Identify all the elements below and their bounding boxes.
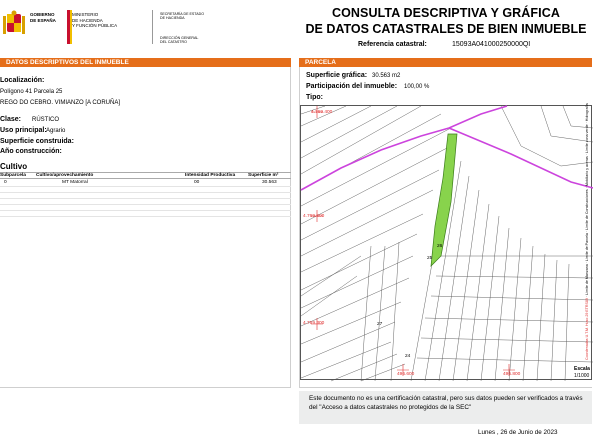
map-drawing <box>301 103 593 381</box>
coord-label-x2: 496.800 <box>503 372 521 377</box>
participacion-value: 100,00 % <box>404 84 430 90</box>
cell-intensidad: 00 <box>194 180 200 185</box>
document-title-line2: DE DATOS CATASTRALES DE BIEN INMUEBLE <box>305 22 587 36</box>
direccion-text: DIRECCIÓN GENERAL DEL CATASTRO <box>160 36 199 45</box>
clase-value: RÚSTICO <box>32 117 59 123</box>
coord-label-mid: 4.769.600 <box>303 214 325 219</box>
cell-cultivo: MT Matorral <box>62 180 88 185</box>
municipal-boundary-line-2 <box>449 128 593 188</box>
coord-label-top: 4.769.400 <box>311 110 333 115</box>
cell-superficie: 30.563 <box>262 180 277 185</box>
superficie-grafica-label: Superficie gráfica: <box>306 72 368 79</box>
superficie-grafica-value: 30.563 m2 <box>372 73 401 79</box>
inmueble-section-bar: DATOS DESCRIPTIVOS DEL INMUEBLE <box>0 58 291 67</box>
col-subparcela: Subparcela <box>0 173 26 178</box>
col-cultivo: Cultivo/aprovechamiento <box>36 173 94 178</box>
parcel-label-27: 27 <box>377 322 383 327</box>
document-title-line1: CONSULTA DESCRIPTIVA Y GRÁFICA <box>331 6 560 20</box>
ministerio-text: MINISTERIO DE HACIENDA Y FUNCIÓN PÚBLICA <box>72 12 118 28</box>
anio-construccion-label: Año construcción: <box>0 148 62 155</box>
table-row-line <box>0 210 291 211</box>
legend-item: Mobiliario y aceras <box>585 156 589 187</box>
map-side-legend: Coordenadas U.T.M. Huso 29 ETRS89 · Límite de Manzana · Límite de Parcela · Límite de Construcciones · Mobiliario y aceras · Límite zona verde · Hidrografía <box>585 103 589 360</box>
legend-item: Límite de Manzana <box>585 264 589 295</box>
coat-of-arms-icon <box>2 10 26 40</box>
localizacion-label: Localización: <box>0 77 45 84</box>
escala-value: 1/1000 <box>574 373 590 379</box>
table-row-line <box>0 204 291 205</box>
document-date: Lunes , 26 de Junio de 2023 <box>478 429 558 436</box>
inmueble-panel <box>0 66 291 388</box>
parcel-25-shape[interactable] <box>431 134 457 266</box>
parcel-label-24: 24 <box>405 354 411 359</box>
localizacion-line1: Polígono 41 Parcela 25 <box>0 89 63 95</box>
table-row-line <box>0 186 291 187</box>
parcela-section-bar: PARCELA <box>299 58 592 67</box>
uso-principal-value: Agrario <box>46 128 66 134</box>
referencia-label: Referencia catastral: <box>358 41 427 48</box>
cadastral-map[interactable] <box>300 105 592 380</box>
parcel-label-26: 26 <box>437 244 443 249</box>
clase-label: Clase: <box>0 116 22 123</box>
escala-label: Escala <box>574 366 590 372</box>
legend-item: Límite de Parcela <box>585 233 589 262</box>
parcel-label-25: 25 <box>427 256 433 261</box>
header-divider <box>152 10 153 44</box>
legend-item: Límite de Construcciones <box>585 189 589 230</box>
legend-item: Límite zona verde <box>585 124 589 153</box>
disclaimer-text: Este documento no es una certificación catastral, pero sus datos pueden ser verificados a través del "Acceso a datos catastrales no protegidos de la SEC" <box>309 395 583 411</box>
table-row-line <box>0 198 291 199</box>
page-header <box>0 0 592 58</box>
municipal-boundary-line <box>301 106 507 190</box>
referencia-value: 15093A041000250000QI <box>452 41 531 48</box>
superficie-construida-label: Superficie construida: <box>0 138 74 145</box>
tipo-label: Tipo: <box>306 94 323 101</box>
uso-principal-label: Uso principal: <box>0 127 47 134</box>
legend-item: Hidrografía <box>585 103 589 122</box>
cell-subparcela: 0 <box>4 180 7 185</box>
col-intensidad: Intensidad Productiva <box>185 173 236 178</box>
secretaria-text: SECRETARÍA DE ESTADO DE HACIENDA <box>160 12 204 21</box>
coord-label-bottom: 4.769.300 <box>303 321 325 326</box>
table-row-line <box>0 216 291 217</box>
side-coordinates-text: Coordenadas U.T.M. Huso 29 ETRS89 <box>585 298 589 360</box>
col-superficie: Superficie m² <box>248 173 279 178</box>
table-row-line <box>0 192 291 193</box>
gobierno-text: GOBIERNO DE ESPAÑA <box>30 12 56 23</box>
coord-label-x1: 496.600 <box>397 372 415 377</box>
localizacion-line2: REGO DO CEBRO. VIMIANZO [A CORUÑA] <box>0 100 121 106</box>
participacion-label: Participación del inmueble: <box>306 83 398 90</box>
cultivo-label: Cultivo <box>0 162 28 171</box>
